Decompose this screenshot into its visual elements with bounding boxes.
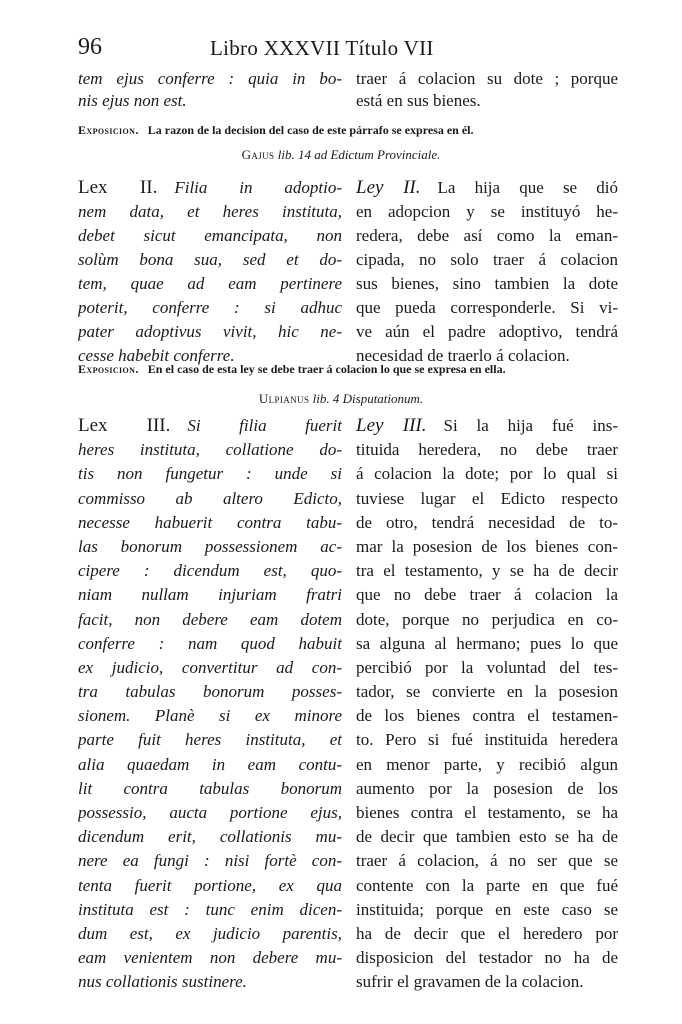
ley-ii-spanish-column xyxy=(356,176,618,368)
running-title: Libro XXXVII Título VII xyxy=(210,36,434,60)
line-text: niam nullam injuriam fratri xyxy=(78,585,342,605)
line-text: en menor parte, y recibió algun xyxy=(356,754,618,774)
line-text: dicendum erit, collationis mu- xyxy=(78,827,342,847)
text-line xyxy=(78,753,342,777)
text-line xyxy=(356,656,618,680)
source-lib: lib. 4 xyxy=(312,391,340,406)
text-line xyxy=(356,438,618,462)
line-text: de otro, tendrá necesidad de to- xyxy=(356,512,618,532)
line-text: las bonorum possessionem ac- xyxy=(78,536,342,556)
line-text: tra el testamento, y se ha de decir xyxy=(356,561,618,581)
line-text: nis ejus non est. xyxy=(78,91,187,110)
ley-iii-spanish-column xyxy=(356,414,618,995)
source-author: Ulpianus xyxy=(258,391,310,406)
exposicion-text: En el caso de esta ley se debe traer á colacion lo que se expresa en ella. xyxy=(147,362,506,376)
text-line xyxy=(356,320,618,344)
line-text: necesse habuerit contra tabu- xyxy=(78,512,342,532)
text-line xyxy=(78,176,342,200)
line-text: poterit, conferre : si adhuc xyxy=(78,298,342,317)
text-line xyxy=(78,535,342,559)
text-line xyxy=(78,200,342,224)
text-line xyxy=(78,946,342,970)
line-text: lit contra tabulas bonorum xyxy=(78,778,342,798)
lex-ii-latin-column xyxy=(78,176,342,368)
line-text: en adopcion y se instituyó he- xyxy=(356,202,618,221)
text-line xyxy=(78,728,342,752)
line-text: contente con la parte en que fué xyxy=(356,875,618,895)
line-text: cesse habebit conferre. xyxy=(78,346,235,365)
spanish-column xyxy=(356,68,618,112)
source-work: Disputationum. xyxy=(342,391,424,406)
lex-iii-latin-column xyxy=(78,414,342,995)
text-line xyxy=(78,608,342,632)
line-text: sufrir el gravamen de la colacion. xyxy=(356,972,584,992)
line-text: commisso ab altero Edicto, xyxy=(78,488,342,508)
exposicion-note xyxy=(78,361,618,378)
text-line xyxy=(356,176,618,200)
text-line xyxy=(356,970,618,994)
line-text: cipada, no solo traer á colacion xyxy=(356,250,618,269)
line-text: La hija que se dió xyxy=(437,178,618,197)
text-line xyxy=(356,68,618,90)
text-line xyxy=(356,583,618,607)
line-text: eam venientem non debere mu- xyxy=(78,948,342,968)
text-line xyxy=(356,922,618,946)
text-line xyxy=(78,90,342,112)
text-line xyxy=(78,898,342,922)
line-text: percibió por la voluntad del tes- xyxy=(356,657,618,677)
line-text: bienes contra el testamento, se ha xyxy=(356,803,618,822)
text-line xyxy=(78,296,342,320)
exposicion-text: La razon de la decision del caso de este párrafo se expresa en él. xyxy=(147,123,474,137)
text-line xyxy=(78,511,342,535)
line-text: que no debe traer á colacion la xyxy=(356,585,618,605)
text-line xyxy=(356,296,618,320)
text-line xyxy=(356,801,618,825)
line-text: tem ejus conferre : quia in bo- xyxy=(78,69,342,88)
text-line xyxy=(78,438,342,462)
text-line xyxy=(356,90,618,112)
line-text: nem data, et heres instituta, xyxy=(78,202,342,221)
line-text: tituida heredera, no debe traer xyxy=(356,440,618,460)
text-line xyxy=(356,248,618,272)
text-line xyxy=(356,487,618,511)
line-text: Filia in adoptio- xyxy=(174,178,342,197)
line-text: mar la posesion de los bienes con- xyxy=(356,536,618,556)
text-line xyxy=(78,632,342,656)
text-line xyxy=(356,535,618,559)
text-line xyxy=(356,825,618,849)
text-line xyxy=(78,825,342,849)
text-line xyxy=(78,704,342,728)
line-text: Si filia fuerit xyxy=(187,416,342,435)
line-text: dum est, ex judicio parentis, xyxy=(78,923,342,943)
line-text: necesidad de traerlo á colacion. xyxy=(356,346,570,365)
text-line xyxy=(356,849,618,873)
line-text: sionem. Planè si ex minore xyxy=(78,706,342,726)
lex-ii-block xyxy=(78,176,618,365)
line-text: tem, quae ad eam pertinere xyxy=(78,274,342,293)
text-line xyxy=(78,970,342,994)
source-citation xyxy=(0,391,682,407)
text-line xyxy=(356,704,618,728)
text-line xyxy=(356,511,618,535)
line-text: de decir que tambien esto se ha de xyxy=(356,827,618,847)
law-heading: Lex II. xyxy=(78,177,158,198)
exposicion-label: Exposicion. xyxy=(78,362,139,376)
text-line xyxy=(356,414,618,438)
page-number: 96 xyxy=(78,34,102,60)
source-author: Gajus xyxy=(241,147,275,162)
line-text: ha de decir que el heredero por xyxy=(356,923,618,943)
text-line xyxy=(356,200,618,224)
text-line xyxy=(78,656,342,680)
text-line xyxy=(356,753,618,777)
text-line xyxy=(78,224,342,248)
text-line xyxy=(78,849,342,873)
text-line xyxy=(78,487,342,511)
running-head xyxy=(78,34,618,64)
line-text: instituta est : tunc enim dicen- xyxy=(78,899,342,919)
line-text: tra tabulas bonorum posses- xyxy=(78,682,342,702)
line-text: Si la hija fué ins- xyxy=(443,416,618,435)
text-line xyxy=(78,680,342,704)
lex-iii-block xyxy=(78,414,618,992)
text-line xyxy=(356,632,618,656)
line-text: aumento por la posesion de los xyxy=(356,778,618,798)
text-line xyxy=(356,777,618,801)
line-text: tis non fungetur : unde si xyxy=(78,464,342,484)
law-heading: Lex III. xyxy=(78,415,171,436)
text-line xyxy=(356,728,618,752)
exposicion-note xyxy=(78,122,618,139)
text-line xyxy=(78,777,342,801)
line-text: nus collationis sustinere. xyxy=(78,972,247,992)
line-text: tenta fuerit portione, ex qua xyxy=(78,875,342,895)
line-text: á colacion la dote; por lo qual si xyxy=(356,464,618,484)
line-text: de los bienes contra el testamen- xyxy=(356,706,618,726)
line-text: que pueda corresponderle. Si vi- xyxy=(356,298,618,317)
line-text: to. Pero si fué instituida heredera xyxy=(356,730,618,750)
source-work: lib. 14 ad Edictum Provinciale. xyxy=(277,147,441,162)
line-text: facit, non debere eam dotem xyxy=(78,609,342,629)
line-text: parte fuit heres instituta, et xyxy=(78,730,342,750)
line-text: sus bienes, sino tambien la dote xyxy=(356,274,618,293)
line-text: instituida; porque en este caso se xyxy=(356,899,618,919)
line-text: conferre : nam quod habuit xyxy=(78,633,342,653)
text-line xyxy=(356,874,618,898)
line-text: nere ea fungi : nisi fortè con- xyxy=(78,851,342,871)
line-text: alia quaedam in eam contu- xyxy=(78,754,342,774)
exposicion-label: Exposicion. xyxy=(78,123,139,137)
line-text: sa alguna al hermano; pues lo que xyxy=(356,633,618,653)
line-text: traer á colacion su dote ; porque xyxy=(356,69,618,88)
text-line xyxy=(356,559,618,583)
text-line xyxy=(78,320,342,344)
text-line xyxy=(78,583,342,607)
continuation-block xyxy=(78,68,618,112)
line-text: solùm bona sua, sed et do- xyxy=(78,250,342,269)
text-line xyxy=(356,608,618,632)
text-line xyxy=(356,898,618,922)
text-line xyxy=(356,272,618,296)
line-text: ex judicio, convertitur ad con- xyxy=(78,657,342,677)
line-text: ve aún el padre adoptivo, tendrá xyxy=(356,322,618,341)
text-line xyxy=(78,414,342,438)
text-line xyxy=(78,462,342,486)
text-line xyxy=(78,272,342,296)
text-line xyxy=(356,946,618,970)
text-line xyxy=(78,559,342,583)
line-text: redera, debe así como la eman- xyxy=(356,226,618,245)
line-text: tador, se convierte en la posesion xyxy=(356,682,618,702)
law-heading: Ley II. xyxy=(356,177,421,198)
line-text: pater adoptivus vivit, hic ne- xyxy=(78,322,342,341)
line-text: possessio, aucta portione ejus, xyxy=(78,803,342,822)
line-text: debet sicut emancipata, non xyxy=(78,226,342,245)
text-line xyxy=(78,874,342,898)
text-line xyxy=(78,68,342,90)
law-heading: Ley III. xyxy=(356,415,427,436)
text-line xyxy=(356,224,618,248)
latin-column xyxy=(78,68,342,112)
text-line xyxy=(356,680,618,704)
line-text: tuviese lugar el Edicto respecto xyxy=(356,488,618,508)
text-line xyxy=(78,248,342,272)
text-line xyxy=(78,801,342,825)
line-text: disposicion del testador no ha de xyxy=(356,948,618,968)
line-text: dote, porque no perjudica en co- xyxy=(356,609,618,629)
line-text: cipere : dicendum est, quo- xyxy=(78,561,342,581)
line-text: traer á colacion, á no ser que se xyxy=(356,851,618,871)
line-text: está en sus bienes. xyxy=(356,91,481,110)
line-text: heres instituta, collatione do- xyxy=(78,440,342,460)
text-line xyxy=(356,462,618,486)
text-line xyxy=(78,922,342,946)
source-citation xyxy=(0,147,682,163)
